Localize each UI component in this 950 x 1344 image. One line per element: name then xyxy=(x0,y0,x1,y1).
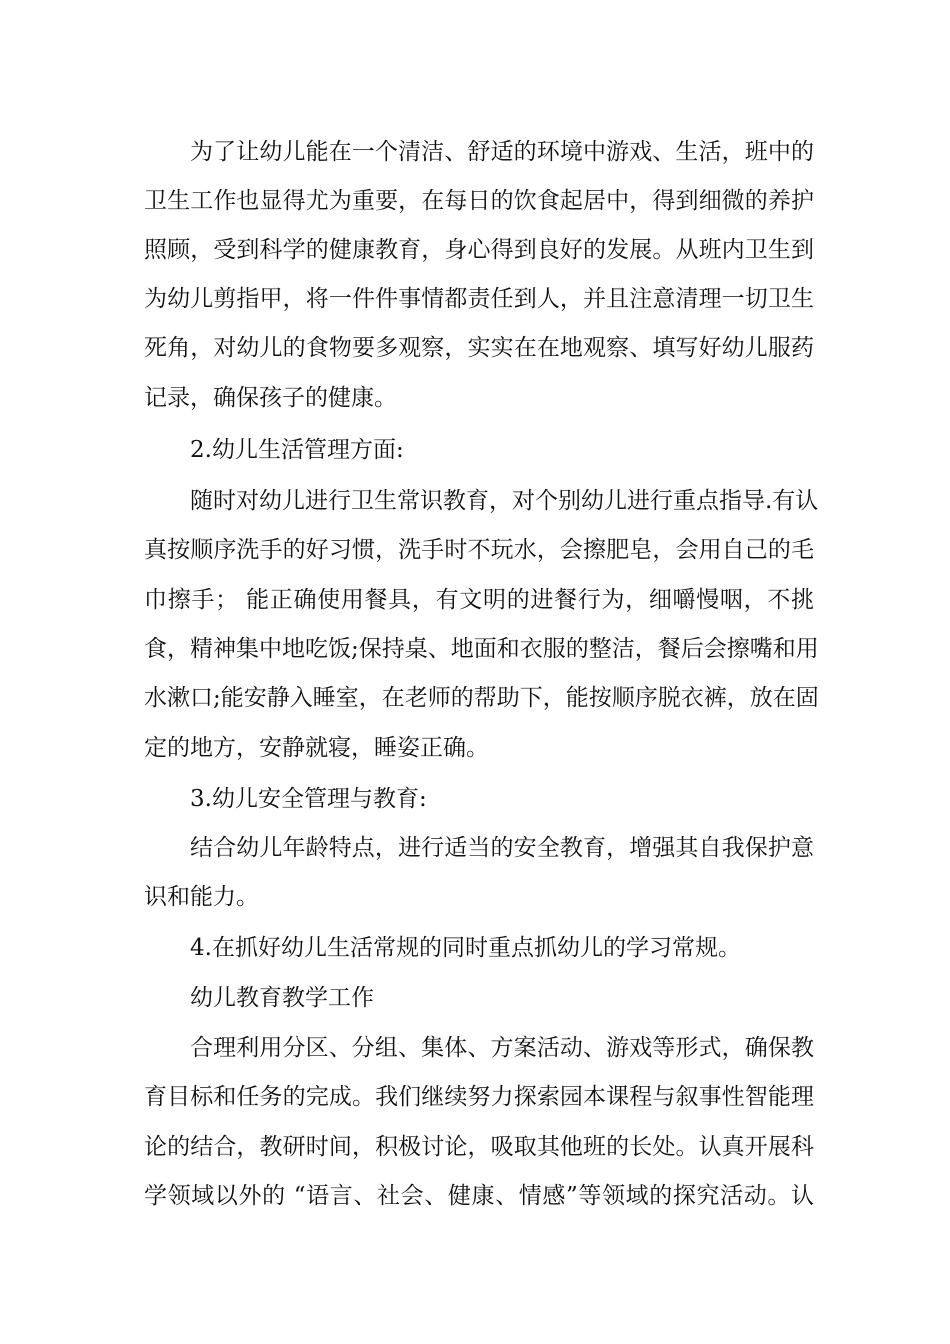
paragraph-line: 学领域以外的 “语言、社会、健康、情感”等领域的探究活动。认 xyxy=(144,1183,814,1209)
paragraph-line: 巾擦手； 能正确使用餐具，有文明的进餐行为，细嚼慢咽，不挑 xyxy=(144,587,814,613)
paragraph-line: 照顾，受到科学的健康教育，身心得到良好的发展。从班内卫生到 xyxy=(144,237,814,263)
paragraph-line: 为了让幼儿能在一个清洁、舒适的环境中游戏、生活，班中的 xyxy=(190,139,814,165)
paragraph-line: 死角，对幼儿的食物要多观察，实实在在地观察、填写好幼儿服药 xyxy=(144,335,814,361)
section-heading: 幼儿教育教学工作 xyxy=(190,985,374,1011)
paragraph-line: 合理利用分区、分组、集体、方案活动、游戏等形式，确保教 xyxy=(190,1035,814,1061)
paragraph-line: 水漱口;能安静入睡室，在老师的帮助下，能按顺序脱衣裤，放在固 xyxy=(144,685,819,711)
section-heading: 3.幼儿安全管理与教育: xyxy=(190,786,427,812)
paragraph-line: 结合幼儿年龄特点，进行适当的安全教育，增强其自我保护意 xyxy=(190,835,814,861)
section-heading: 2.幼儿生活管理方面: xyxy=(190,437,404,463)
paragraph-line: 卫生工作也显得尤为重要，在每日的饮食起居中，得到细微的养护 xyxy=(144,188,814,214)
paragraph-line: 论的结合，教研时间，积极讨论，吸取其他班的长处。认真开展科 xyxy=(144,1134,814,1160)
paragraph-line: 育目标和任务的完成。我们继续努力探索园本课程与叙事性智能理 xyxy=(144,1084,814,1110)
section-heading: 4.在抓好幼儿生活常规的同时重点抓幼儿的学习常规。 xyxy=(190,935,741,961)
paragraph-line: 真按顺序洗手的好习惯，洗手时不玩水，会擦肥皂，会用自己的毛 xyxy=(144,537,814,563)
paragraph-line: 定的地方，安静就寝，睡姿正确。 xyxy=(144,735,489,761)
paragraph-line: 食，精神集中地吃饭;保持桌、地面和衣服的整洁，餐后会擦嘴和用 xyxy=(144,636,819,662)
paragraph-line: 记录，确保孩子的健康。 xyxy=(144,385,397,411)
paragraph-line: 识和能力。 xyxy=(144,884,259,910)
paragraph-line: 随时对幼儿进行卫生常识教育，对个别幼儿进行重点指导.有认 xyxy=(190,488,819,514)
paragraph-line: 为幼儿剪指甲，将一件件事情都责任到人，并且注意清理一切卫生 xyxy=(144,286,814,312)
